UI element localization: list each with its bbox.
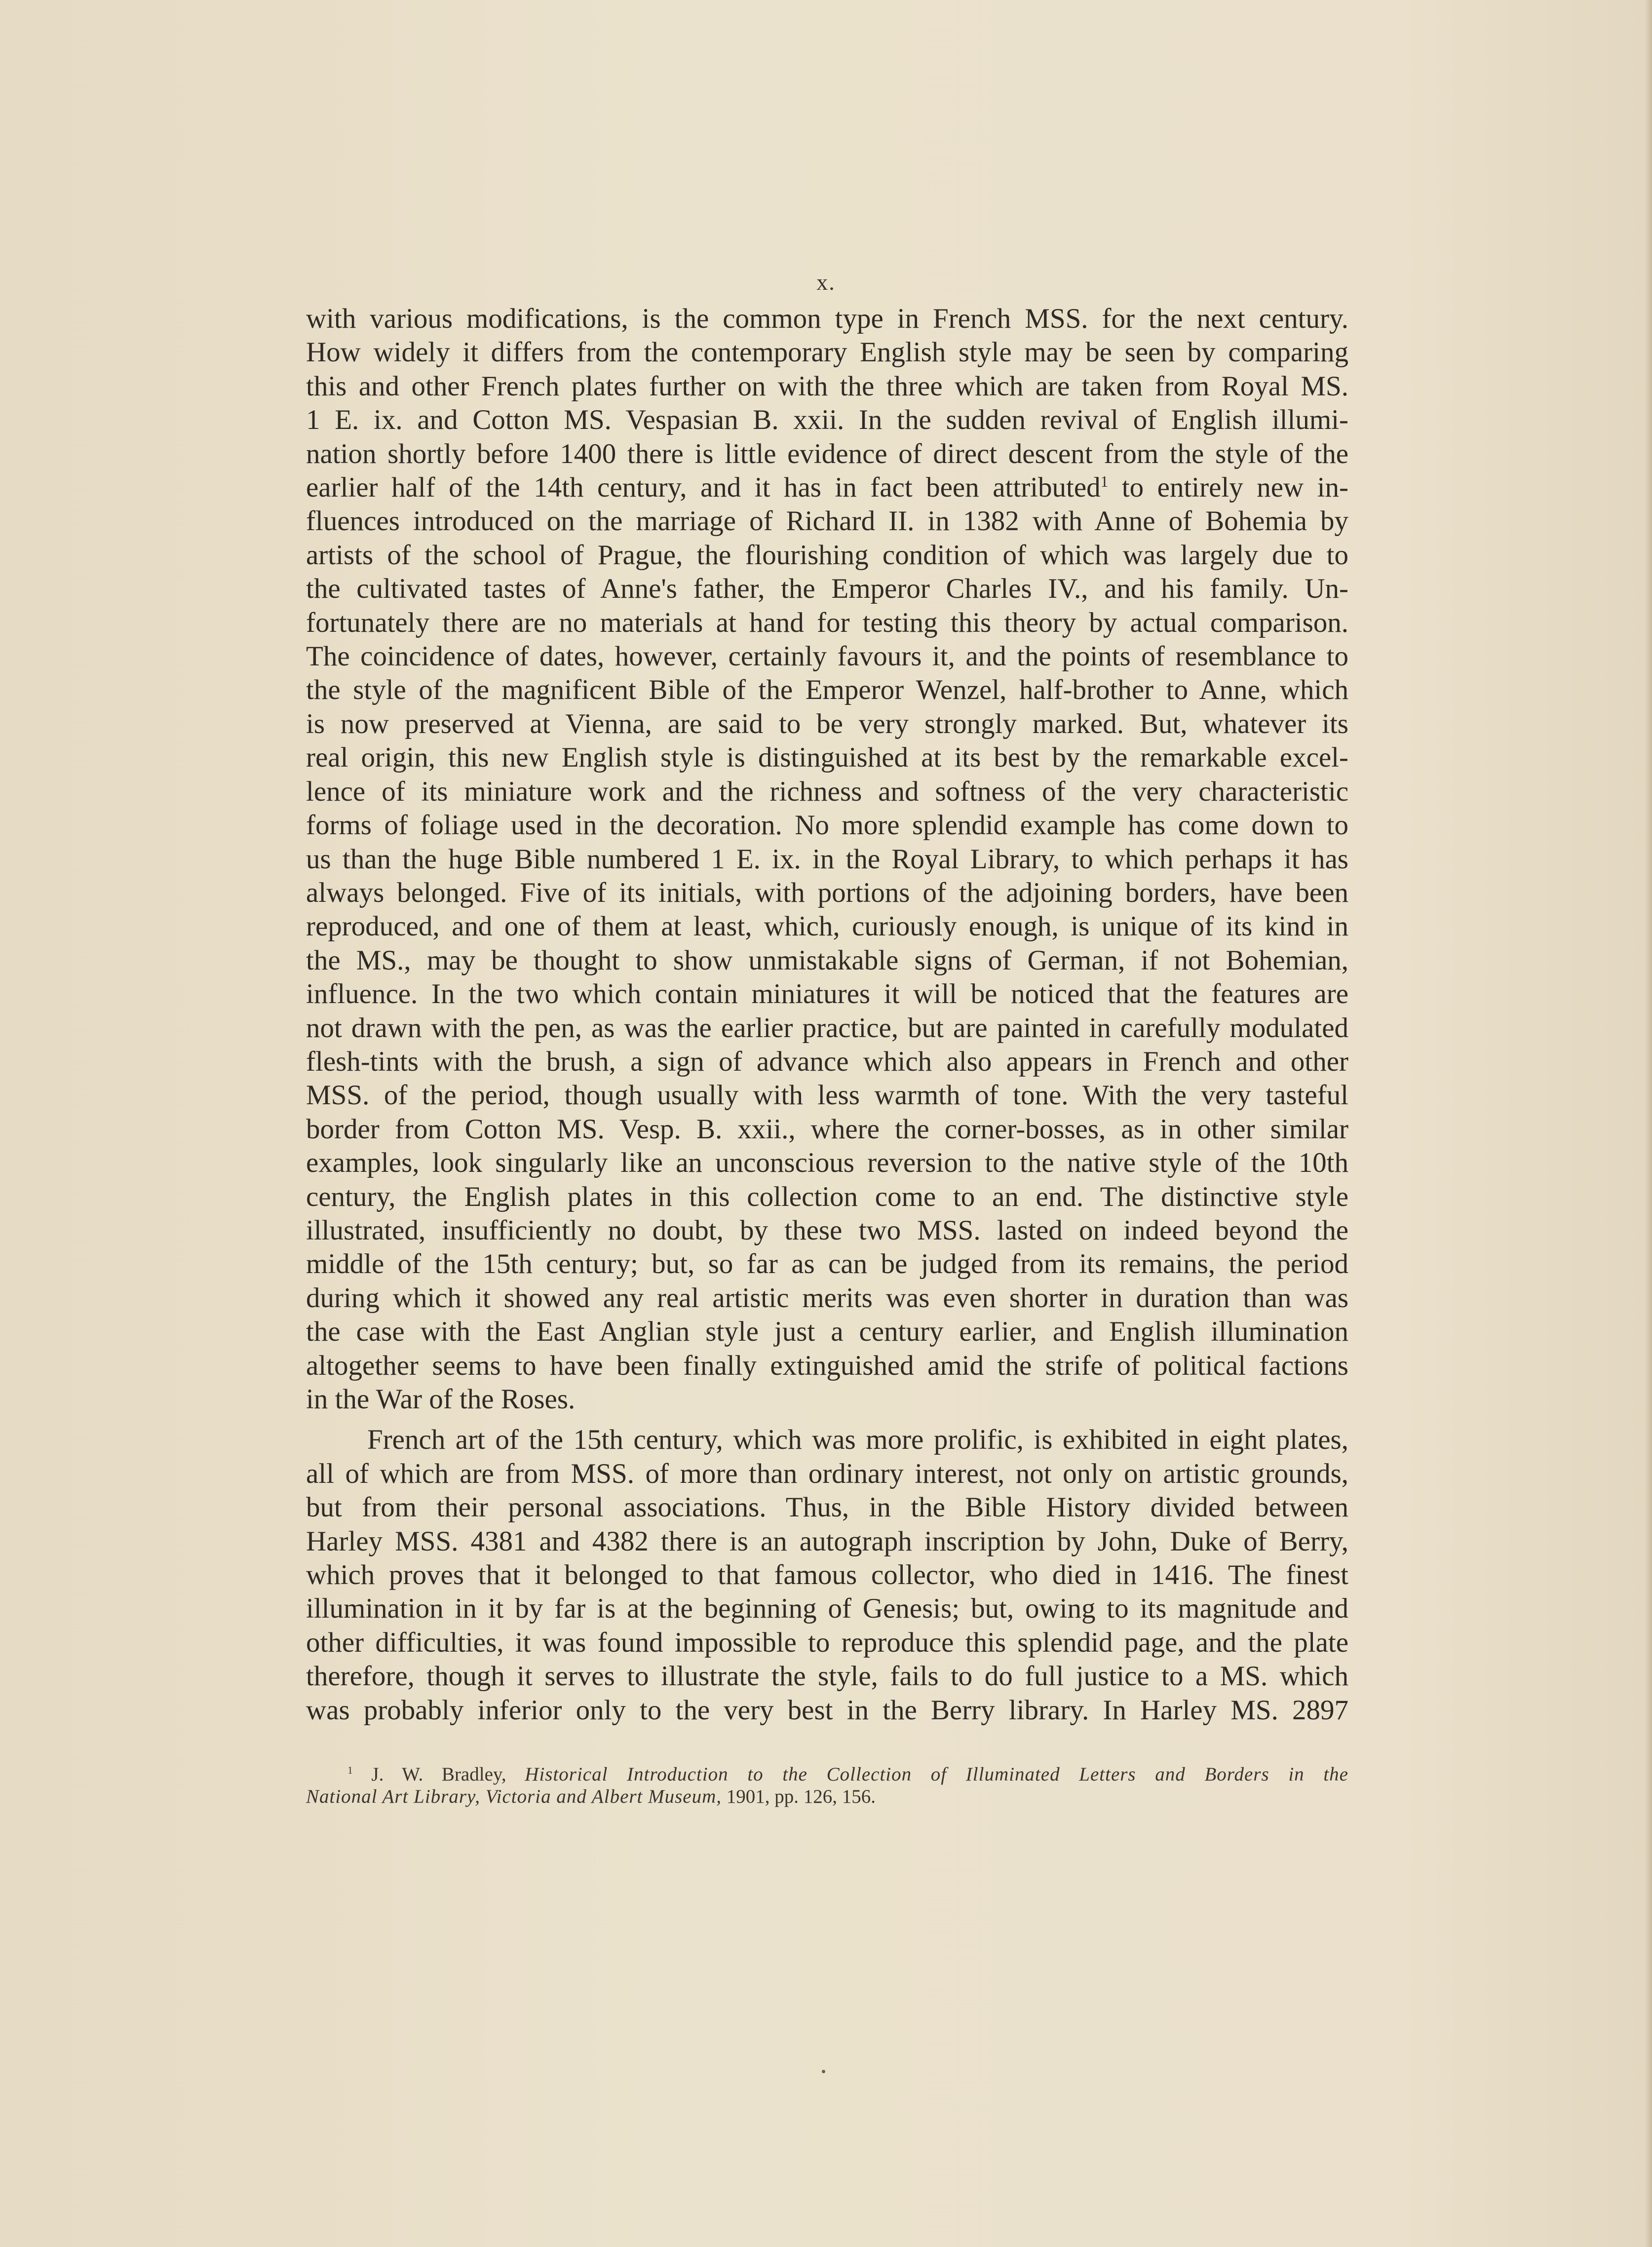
footnote xyxy=(306,1763,1348,1808)
footnote-author: J. W. Bradley, xyxy=(371,1764,506,1785)
text-line: century, the English plates in this collection come to an end. The distinctive style xyxy=(306,1181,1348,1212)
page-number: x. xyxy=(816,270,836,295)
page-edge-shadow xyxy=(1645,0,1652,2247)
text-line: therefore, though it serves to illustrate the style, fails to do full justice to a MS. which xyxy=(306,1661,1348,1692)
text-line: the MS., may be thought to show unmistakable signs of German, if not Bohemian, xyxy=(306,944,1348,976)
text-line: not drawn with the pen, as was the earlier practice, but are painted in carefully modulated xyxy=(306,1012,1348,1044)
text-line: in the War of the Roses. xyxy=(306,1384,576,1415)
text-line: but from their personal associations. Thus, in the Bible History divided between xyxy=(306,1492,1348,1523)
text-line: fluences introduced on the marriage of Richard II. in 1382 with Anne of Bohemia by xyxy=(306,505,1348,537)
text-line: altogether seems to have been finally extinguished amid the strife of political factions xyxy=(306,1350,1348,1381)
text-line: illumination in it by far is at the beginning of Genesis; but, owing to its magnitude and xyxy=(306,1593,1348,1625)
text-line: border from Cotton MS. Vesp. B. xxii., where the corner-bosses, as in other similar xyxy=(306,1113,1348,1145)
paragraph-1 xyxy=(306,302,1348,1416)
text-line: with various modifications, is the common type in French MSS. for the next century. xyxy=(306,303,1348,334)
footnote-marker: 1 xyxy=(347,1764,353,1776)
text-line: nation shortly before 1400 there is little evidence of direct descent from the style of the xyxy=(306,438,1348,469)
text-line: during which it showed any real artistic merits was even shorter in duration than was xyxy=(306,1282,1348,1314)
text-line: the case with the East Anglian style just a century earlier, and English illumination xyxy=(306,1316,1348,1348)
footnote-line xyxy=(306,1785,1348,1808)
text-line: How widely it differs from the contemporary English style may be seen by comparing xyxy=(306,337,1348,368)
text-line xyxy=(306,471,1348,504)
text-line: examples, look singularly like an unconscious reversion to the native style of the 10th xyxy=(306,1147,1348,1179)
text-segment: to entirely new in- xyxy=(1108,472,1348,504)
text-line: the style of the magnificent Bible of the Emperor Wenzel, half-brother to Anne, which xyxy=(306,674,1348,706)
text-line: lence of its miniature work and the richness and softness of the very characteristic xyxy=(306,775,1348,807)
text-line: all of which are from MSS. of more than ordinary interest, not only on artistic grounds, xyxy=(306,1458,1348,1489)
paragraph-2 xyxy=(306,1423,1348,1727)
text-line: is now preserved at Vienna, are said to be very strongly marked. But, whatever its xyxy=(306,708,1348,739)
text-line: influence. In the two which contain miniatures it will be noticed that the features are xyxy=(306,978,1348,1010)
text-line: MSS. of the period, though usually with less warmth of tone. With the very tasteful xyxy=(306,1080,1348,1111)
footnote-title: National Art Library, Victoria and Albert Museum, xyxy=(306,1786,722,1807)
text-line: real origin, this new English style is distinguished at its best by the remarkable excel- xyxy=(306,742,1348,774)
text-line: always belonged. Five of its initials, with portions of the adjoining borders, have been xyxy=(306,877,1348,908)
text-segment: earlier half of the 14th century, and it has in fact been attributed xyxy=(306,472,1101,504)
text-line: middle of the 15th century; but, so far as can be judged from its remains, the period xyxy=(306,1248,1348,1280)
footnote-line xyxy=(306,1763,1348,1785)
text-line: French art of the 15th century, which was more prolific, is exhibited in eight plates, xyxy=(367,1424,1348,1456)
main-text xyxy=(306,302,1348,1727)
text-line: us than the huge Bible numbered 1 E. ix. in the Royal Library, to which perhaps it has xyxy=(306,843,1348,875)
text-line: 1 E. ix. and Cotton MS. Vespasian B. xxii. In the sudden revival of English illumi- xyxy=(306,404,1348,436)
text-line: Harley MSS. 4381 and 4382 there is an autograph inscription by John, Duke of Berry, xyxy=(306,1525,1348,1557)
text-line: the cultivated tastes of Anne's father, the Emperor Charles IV., and his family. Un- xyxy=(306,573,1348,605)
text-line: this and other French plates further on with the three which are taken from Royal MS. xyxy=(306,370,1348,402)
text-line: flesh-tints with the brush, a sign of advance which also appears in French and other xyxy=(306,1046,1348,1077)
text-line: fortunately there are no materials at hand for testing this theory by actual comparison. xyxy=(306,607,1348,638)
text-line: which proves that it belonged to that famous collector, who died in 1416. The finest xyxy=(306,1559,1348,1591)
text-line: forms of foliage used in the decoration. No more splendid example has come down to xyxy=(306,810,1348,841)
text-line: illustrated, insufficiently no doubt, by these two MSS. lasted on indeed beyond the xyxy=(306,1214,1348,1246)
text-line: reproduced, and one of them at least, which, curiously enough, is unique of its kind in xyxy=(306,911,1348,942)
paper-speck xyxy=(822,2070,825,2073)
footnote-title: Historical Introduction to the Collection of Illuminated Letters and Borders in the xyxy=(525,1764,1348,1785)
text-line: artists of the school of Prague, the flourishing condition of which was largely due to xyxy=(306,539,1348,571)
text-line: The coincidence of dates, however, certainly favours it, and the points of resemblance to xyxy=(306,641,1348,672)
footnote-pages: 1901, pp. 126, 156. xyxy=(726,1786,876,1807)
text-line: was probably inferior only to the very best in the Berry library. In Harley MS. 2897 xyxy=(306,1694,1348,1726)
footnote-marker[interactable]: 1 xyxy=(1100,473,1109,491)
text-line: other difficulties, it was found impossible to reproduce this splendid page, and the plate xyxy=(306,1627,1348,1658)
